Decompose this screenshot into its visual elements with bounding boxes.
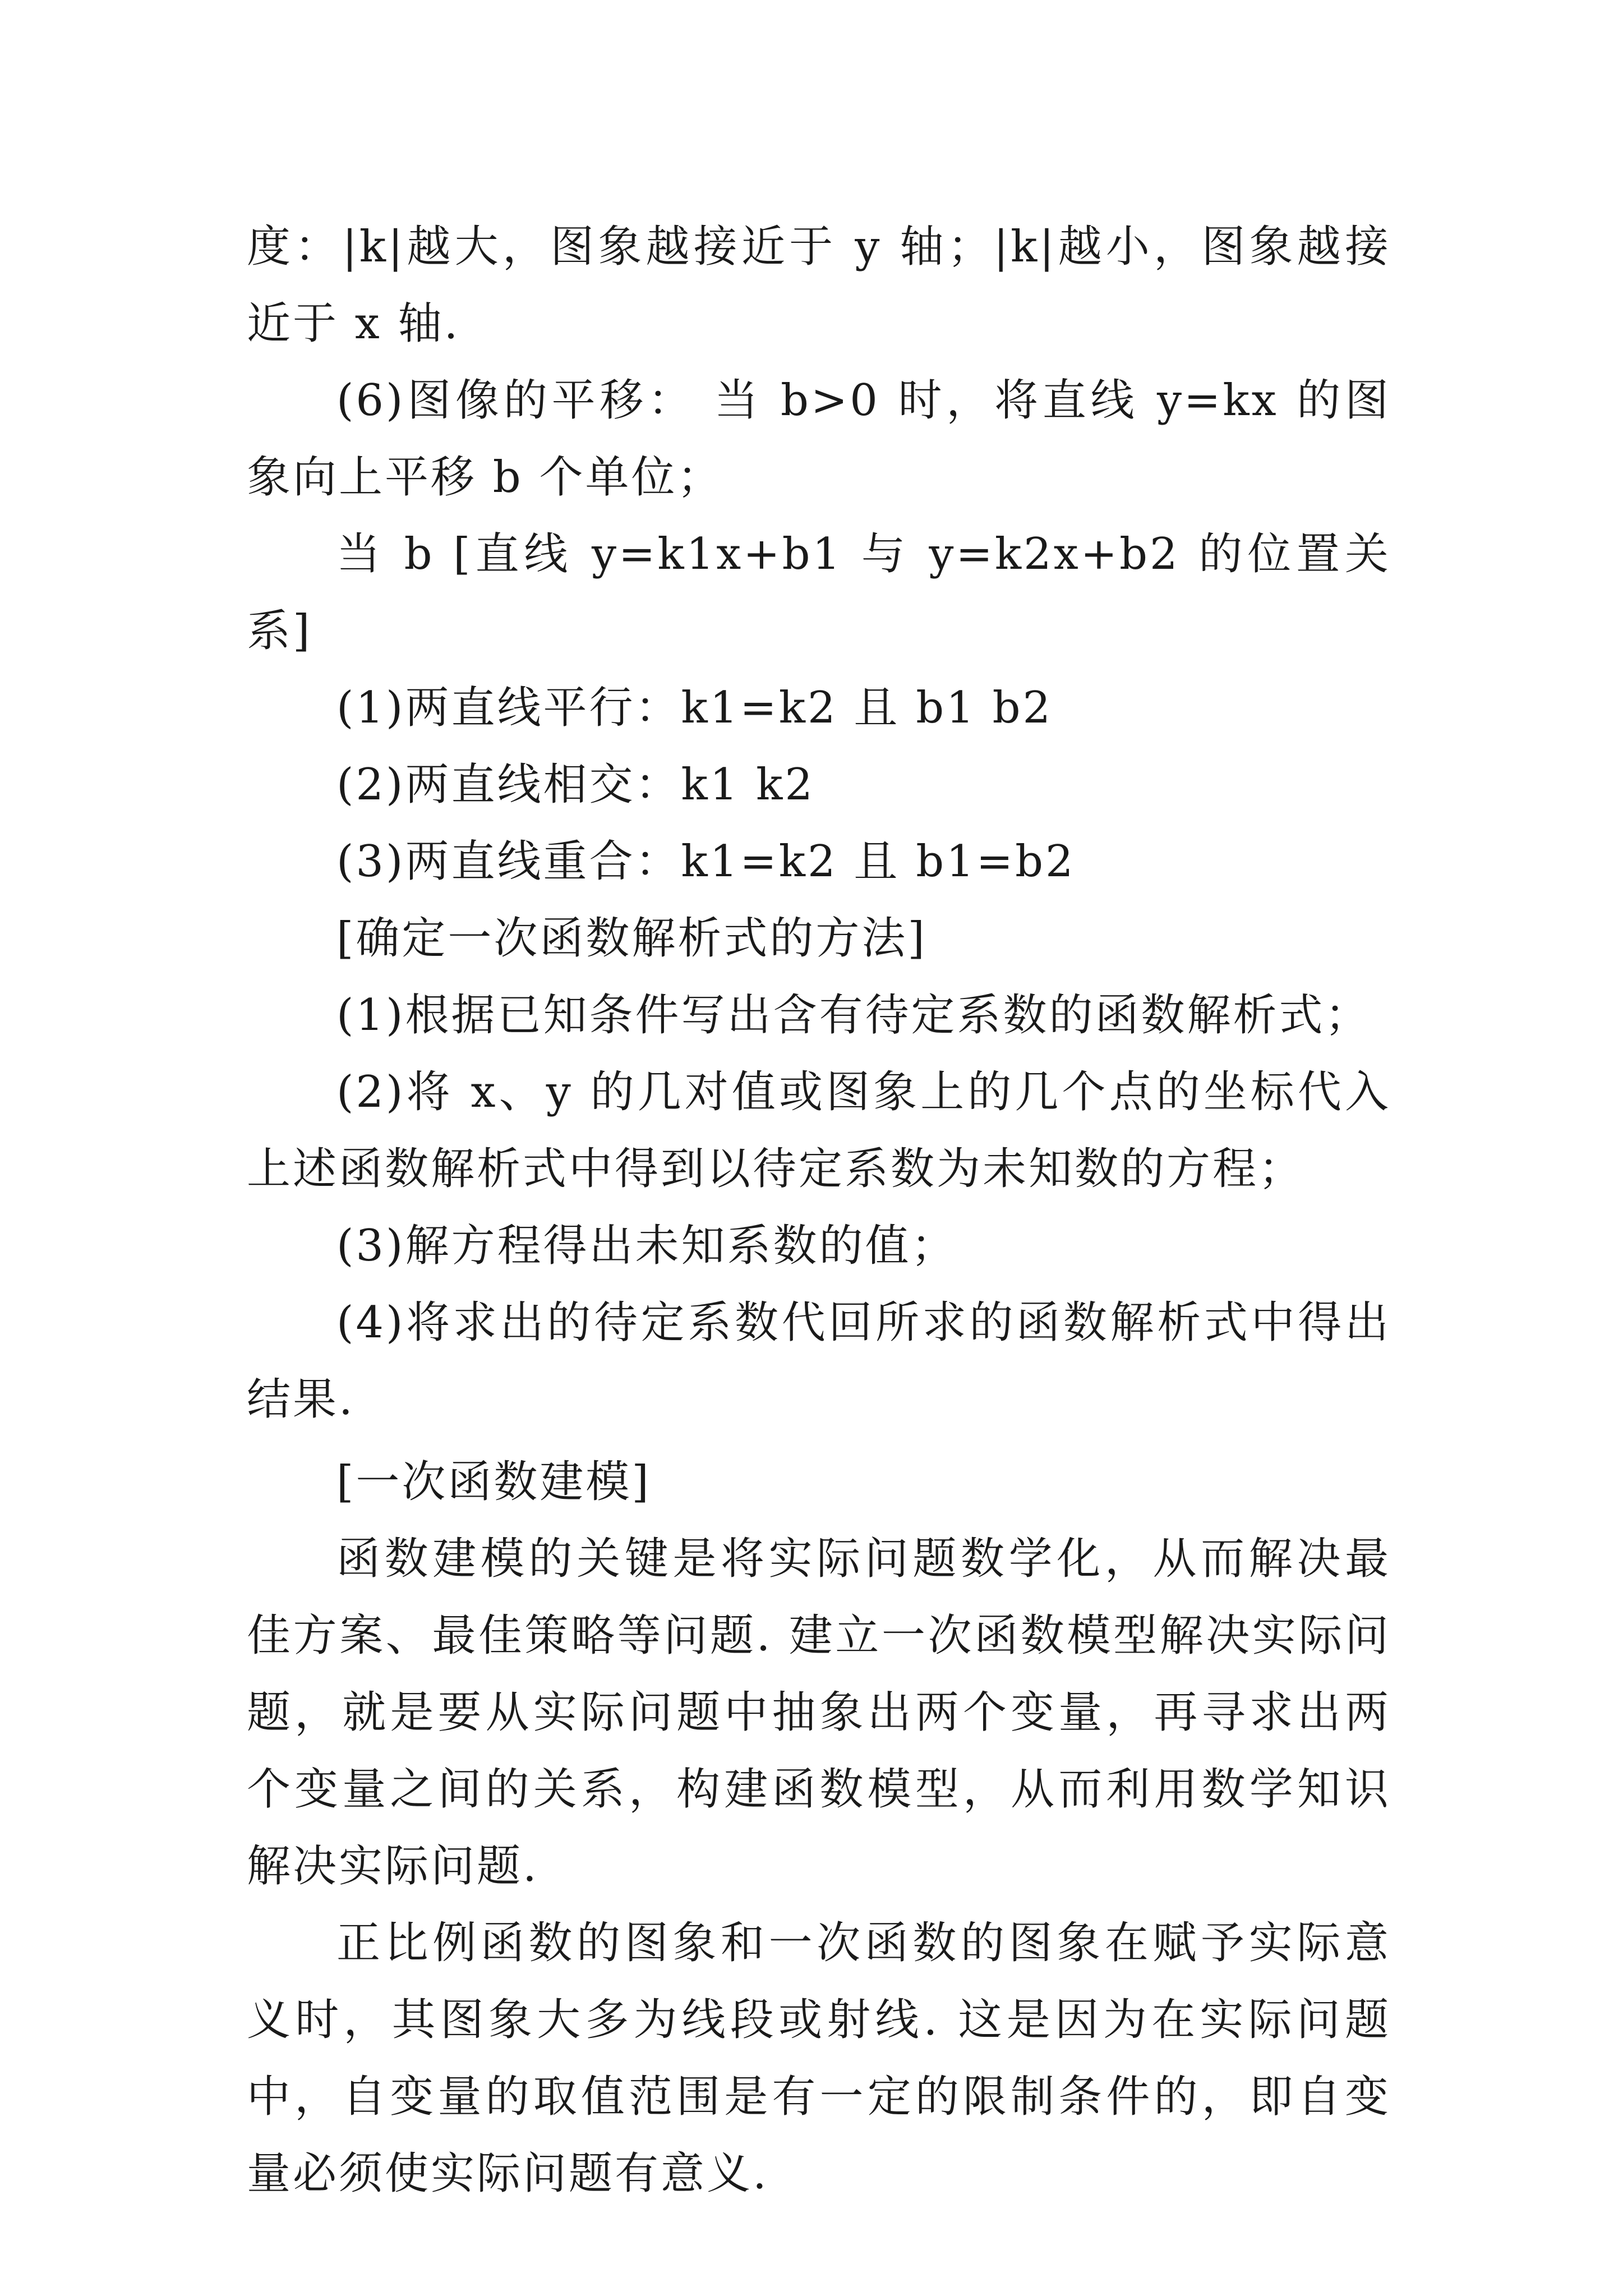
paragraph-intersecting-lines: (2)两直线相交：k1 k2 [336, 760, 815, 810]
section-heading-modeling: [一次函数建模] [336, 1457, 651, 1507]
paragraph-graph-translation: (6)图像的平移： 当 b>0 时，将直线 y=kx 的图象向上平移 b 个单位； [247, 375, 1391, 503]
paragraph-line-relation-heading: 当 b [直线 y=k1x+b1 与 y=k2x+b2 的位置关系] [247, 529, 1391, 656]
paragraph-coincident-lines: (3)两直线重合：k1=k2 且 b1=b2 [336, 836, 1076, 887]
paragraph-step-4: (4)将求出的待定系数代回所求的函数解析式中得出结果. [247, 1297, 1391, 1425]
paragraph-step-3: (3)解方程得出未知系数的值； [336, 1221, 957, 1271]
paragraph-parallel-lines: (1)两直线平行：k1=k2 且 b1 b2 [336, 683, 1053, 733]
section-heading-analytic-expression: [确定一次函数解析式的方法] [336, 913, 927, 964]
paragraph-step-2: (2)将 x、y 的几对值或图象上的几个点的坐标代入上述函数解析式中得到以待定系数为未知数的方程； [247, 1067, 1391, 1194]
paragraph-step-1: (1)根据已知条件写出含有待定系数的函数解析式； [336, 990, 1371, 1041]
document-body [247, 209, 1391, 2212]
paragraph-slope-steepness: 度：|k|越大，图象越接近于 y 轴；|k|越小，图象越接近于 x 轴. [247, 222, 1391, 349]
paragraph-graph-meaning: 正比例函数的图象和一次函数的图象在赋予实际意义时，其图象大多为线段或射线. 这是因为在实际问题中，自变量的取值范围是有一定的限制条件的，即自变量必须使实际问题有意义. [247, 1918, 1391, 2199]
paragraph-modeling-key: 函数建模的关键是将实际问题数学化，从而解决最佳方案、最佳策略等问题. 建立一次函数模型解决实际问题，就是要从实际问题中抽象出两个变量，再寻求出两个变量之间的关系，构建函数模型，从而利用数学知识解决实际问题. [247, 1534, 1391, 1892]
